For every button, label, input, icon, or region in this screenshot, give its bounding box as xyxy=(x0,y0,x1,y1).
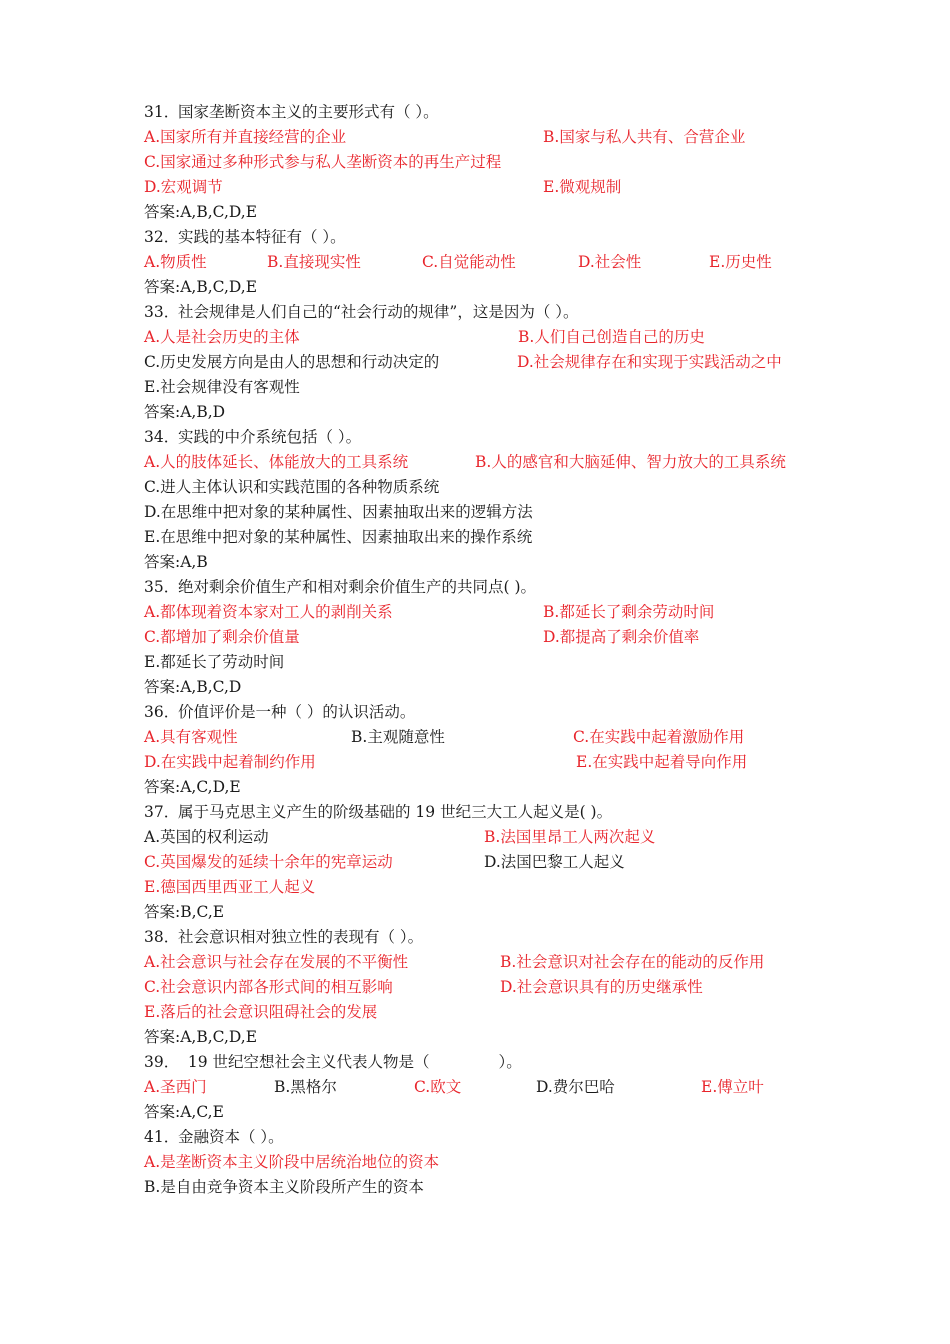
option-row xyxy=(144,725,844,749)
option-d: D.法国巴黎工人起义 xyxy=(484,853,625,871)
option-row xyxy=(144,1000,844,1024)
option-row xyxy=(144,975,844,999)
answer-line xyxy=(144,1025,844,1049)
option-b: B.主观随意性 xyxy=(351,728,445,746)
answer: 答案:A,C,D,E xyxy=(144,778,241,796)
question-38-stem xyxy=(144,925,844,949)
option-c: C.历史发展方向是由人的思想和行动决定的 xyxy=(144,353,440,371)
option-row xyxy=(144,1150,844,1174)
option-row xyxy=(144,175,844,199)
option-d: D.社会规律存在和实现于实践活动之中 xyxy=(517,353,782,371)
answer: 答案:A,B xyxy=(144,553,208,571)
option-row xyxy=(144,475,844,499)
question-stem: 实践的基本特征有（ ）。 xyxy=(178,228,346,246)
answer: 答案:B,C,E xyxy=(144,903,225,921)
answer-line xyxy=(144,1100,844,1124)
answer-line xyxy=(144,550,844,574)
answer: 答案:A,B,C,D,E xyxy=(144,203,258,221)
question-34-stem xyxy=(144,425,844,449)
option-row xyxy=(144,250,844,274)
option-a: A.物质性 xyxy=(144,253,207,271)
option-d: D.社会性 xyxy=(578,253,642,271)
option-d: D.都提高了剩余价值率 xyxy=(543,628,700,646)
question-number: 33． xyxy=(144,303,180,321)
option-e: E.微观规制 xyxy=(543,178,622,196)
option-d: D.在实践中起着制约作用 xyxy=(144,753,316,771)
option-e: E.历史性 xyxy=(709,253,772,271)
answer-line xyxy=(144,200,844,224)
option-row xyxy=(144,125,844,149)
option-d: D.宏观调节 xyxy=(144,178,223,196)
option-row xyxy=(144,600,844,624)
question-stem: 实践的中介系统包括（ ）。 xyxy=(178,428,362,446)
answer-line xyxy=(144,900,844,924)
answer: 答案:A,B,C,D,E xyxy=(144,1028,258,1046)
question-31-stem xyxy=(144,100,844,124)
option-a: A.人的肢体延长、体能放大的工具系统 xyxy=(144,453,409,471)
option-row xyxy=(144,525,844,549)
option-a: A.都体现着资本家对工人的剥削关系 xyxy=(144,603,393,621)
option-row xyxy=(144,950,844,974)
option-row xyxy=(144,875,844,899)
answer: 答案:A,C,E xyxy=(144,1103,224,1121)
question-number: 32． xyxy=(144,228,180,246)
option-row xyxy=(144,1175,844,1199)
option-e: E.都延长了劳动时间 xyxy=(144,653,285,671)
question-number: 41． xyxy=(144,1128,180,1146)
option-c: C.欧文 xyxy=(414,1078,462,1096)
option-c: C.都增加了剩余价值量 xyxy=(144,628,300,646)
option-a: A.国家所有并直接经营的企业 xyxy=(144,128,347,146)
option-e: E.在思维中把对象的某种属性、因素抽取出来的操作系统 xyxy=(144,528,533,546)
question-33-stem xyxy=(144,300,844,324)
answer-line xyxy=(144,275,844,299)
option-e: E.社会规律没有客观性 xyxy=(144,378,300,396)
question-stem: 属于马克思主义产生的阶级基础的 19 世纪三大工人起义是( )。 xyxy=(178,803,613,821)
question-32-stem xyxy=(144,225,844,249)
answer-line xyxy=(144,675,844,699)
option-row xyxy=(144,825,844,849)
option-b: B.人们自己创造自己的历史 xyxy=(518,328,705,346)
option-b: B.直接现实性 xyxy=(267,253,361,271)
option-d: D.费尔巴哈 xyxy=(536,1078,615,1096)
answer-line xyxy=(144,775,844,799)
question-number: 38． xyxy=(144,928,180,946)
option-b: B.都延长了剩余劳动时间 xyxy=(543,603,715,621)
question-stem: 国家垄断资本主义的主要形式有（ ）。 xyxy=(178,103,439,121)
question-41-stem xyxy=(144,1125,844,1149)
option-a: A.社会意识与社会存在发展的不平衡性 xyxy=(144,953,409,971)
option-row xyxy=(144,850,844,874)
option-row xyxy=(144,150,844,174)
option-a: A.是垄断资本主义阶段中居统治地位的资本 xyxy=(144,1153,440,1171)
answer-line xyxy=(144,400,844,424)
option-c: C.国家通过多种形式参与私人垄断资本的再生产过程 xyxy=(144,153,502,171)
option-e: E.德国西里西亚工人起义 xyxy=(144,878,316,896)
question-number: 39． xyxy=(144,1053,180,1071)
answer: 答案:A,B,C,D,E xyxy=(144,278,258,296)
option-e: E.在实践中起着导向作用 xyxy=(576,753,748,771)
option-b: B.黑格尔 xyxy=(274,1078,337,1096)
question-39-stem xyxy=(144,1050,844,1074)
option-row xyxy=(144,650,844,674)
option-b: B.社会意识对社会存在的能动的反作用 xyxy=(500,953,765,971)
option-c: C.在实践中起着激励作用 xyxy=(573,728,745,746)
option-row xyxy=(144,500,844,524)
option-row xyxy=(144,325,844,349)
option-row xyxy=(144,1075,844,1099)
answer: 答案:A,B,D xyxy=(144,403,226,421)
option-b: B.人的感官和大脑延伸、智力放大的工具系统 xyxy=(475,453,786,471)
option-a: A.英国的权利运动 xyxy=(144,828,269,846)
question-36-stem xyxy=(144,700,844,724)
option-a: A.具有客观性 xyxy=(144,728,238,746)
option-c: C.自觉能动性 xyxy=(422,253,516,271)
question-number: 37． xyxy=(144,803,180,821)
option-row xyxy=(144,375,844,399)
option-row xyxy=(144,350,844,374)
question-stem: 价值评价是一种（ ）的认识活动。 xyxy=(178,703,416,721)
option-e: E.落后的社会意识阻碍社会的发展 xyxy=(144,1003,378,1021)
option-c: C.英国爆发的延续十余年的宪章运动 xyxy=(144,853,393,871)
option-a: A.人是社会历史的主体 xyxy=(144,328,300,346)
question-37-stem xyxy=(144,800,844,824)
question-number: 36． xyxy=(144,703,180,721)
question-stem: 金融资本（ ）。 xyxy=(178,1128,284,1146)
question-stem: 19 世纪空想社会主义代表人物是（ ）。 xyxy=(178,1053,522,1071)
option-d: D.社会意识具有的历史继承性 xyxy=(500,978,703,996)
option-a: A.圣西门 xyxy=(144,1078,207,1096)
option-row xyxy=(144,450,844,474)
question-number: 31． xyxy=(144,103,180,121)
question-stem: 社会意识相对独立性的表现有（ ）。 xyxy=(178,928,424,946)
option-c: C.进人主体认识和实践范围的各种物质系统 xyxy=(144,478,440,496)
option-row xyxy=(144,750,844,774)
option-d: D.在思维中把对象的某种属性、因素抽取出来的逻辑方法 xyxy=(144,503,533,521)
question-stem: 社会规律是人们自己的“社会行动的规律”，这是因为（ ）。 xyxy=(178,303,579,321)
question-stem: 绝对剩余价值生产和相对剩余价值生产的共同点( )。 xyxy=(178,578,537,596)
answer: 答案:A,B,C,D xyxy=(144,678,242,696)
question-35-stem xyxy=(144,575,844,599)
option-e: E.傅立叶 xyxy=(701,1078,764,1096)
option-b: B.法国里昂工人两次起义 xyxy=(484,828,656,846)
question-number: 35． xyxy=(144,578,180,596)
option-c: C.社会意识内部各形式间的相互影响 xyxy=(144,978,393,996)
question-number: 34． xyxy=(144,428,180,446)
option-b: B.国家与私人共有、合营企业 xyxy=(543,128,746,146)
option-row xyxy=(144,625,844,649)
option-b: B.是自由竞争资本主义阶段所产生的资本 xyxy=(144,1178,424,1196)
